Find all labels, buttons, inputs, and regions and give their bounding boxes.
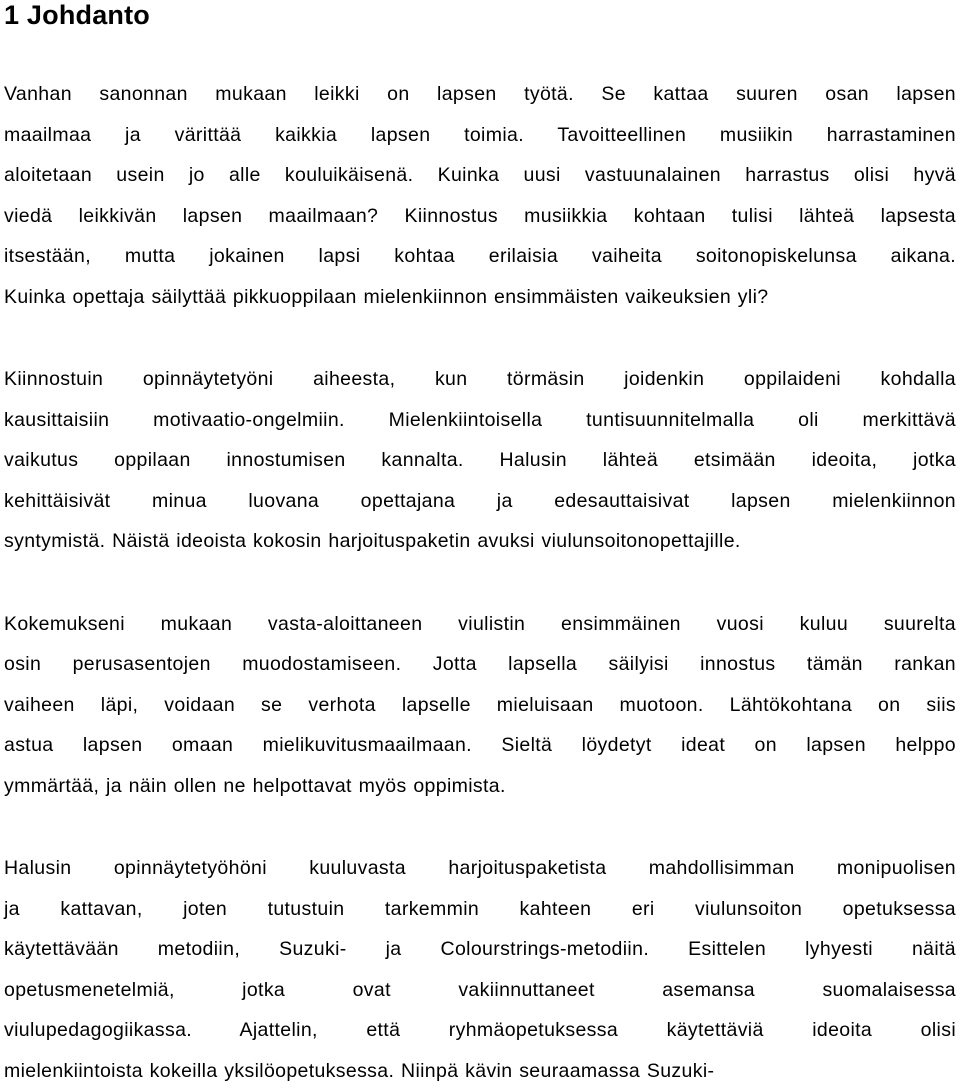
text-line: vaiheen läpi, voidaan se verhota lapselle mieluisaan muotoon. Lähtökohtana on siis: [4, 685, 956, 726]
text-line: ja kattavan, joten tutustuin tarkemmin kahteen eri viulunsoiton opetuksessa: [4, 889, 956, 930]
text-line: Kokemukseni mukaan vasta-aloittaneen viulistin ensimmäinen vuosi kuluu suurelta: [4, 604, 956, 645]
text-line: viulupedagogiikassa. Ajattelin, että ryhmäopetuksessa käytettäviä ideoita olisi: [4, 1010, 956, 1051]
paragraph-1: [4, 74, 956, 317]
text-line: maailmaa ja värittää kaikkia lapsen toimia. Tavoitteellinen musiikin harrastaminen: [4, 115, 956, 156]
section-heading: 1 Johdanto: [4, 0, 956, 30]
text-line: kausittaisiin motivaatio-ongelmiin. Mielenkiintoisella tuntisuunnitelmalla oli merkittävä: [4, 400, 956, 441]
paragraph-4: [4, 848, 956, 1091]
text-line: syntymistä. Näistä ideoista kokosin harjoituspaketin avuksi viulunsoitonopettajille.: [4, 521, 956, 562]
text-line: kehittäisivät minua luovana opettajana ja edesauttaisivat lapsen mielenkiinnon: [4, 481, 956, 522]
text-line: viedä leikkivän lapsen maailmaan? Kiinnostus musiikkia kohtaan tulisi lähteä lapsesta: [4, 196, 956, 237]
text-line: Kiinnostuin opinnäytetyöni aiheesta, kun törmäsin joidenkin oppilaideni kohdalla: [4, 359, 956, 400]
text-line: osin perusasentojen muodostamiseen. Jotta lapsella säilyisi innostus tämän rankan: [4, 644, 956, 685]
text-line: ymmärtää, ja näin ollen ne helpottavat myös oppimista.: [4, 766, 956, 807]
text-line: vaikutus oppilaan innostumisen kannalta. Halusin lähteä etsimään ideoita, jotka: [4, 440, 956, 481]
text-line: mielenkiintoista kokeilla yksilöopetuksessa. Niinpä kävin seuraamassa Suzuki-: [4, 1051, 956, 1091]
paragraph-3: [4, 604, 956, 807]
paragraph-2: [4, 359, 956, 562]
text-line: itsestään, mutta jokainen lapsi kohtaa erilaisia vaiheita soitonopiskelunsa aikana.: [4, 236, 956, 277]
text-line: aloitetaan usein jo alle kouluikäisenä. Kuinka uusi vastuunalainen harrastus olisi hyvä: [4, 155, 956, 196]
text-line: Halusin opinnäytetyöhöni kuuluvasta harjoituspaketista mahdollisimman monipuolisen: [4, 848, 956, 889]
text-line: opetusmenetelmiä, jotka ovat vakiinnuttaneet asemansa suomalaisessa: [4, 970, 956, 1011]
text-line: Kuinka opettaja säilyttää pikkuoppilaan mielenkiinnon ensimmäisten vaikeuksien yli?: [4, 277, 956, 318]
text-line: käytettävään metodiin, Suzuki- ja Colourstrings-metodiin. Esittelen lyhyesti näitä: [4, 929, 956, 970]
text-line: Vanhan sanonnan mukaan leikki on lapsen työtä. Se kattaa suuren osan lapsen: [4, 74, 956, 115]
text-line: astua lapsen omaan mielikuvitusmaailmaan. Sieltä löydetyt ideat on lapsen helppo: [4, 725, 956, 766]
